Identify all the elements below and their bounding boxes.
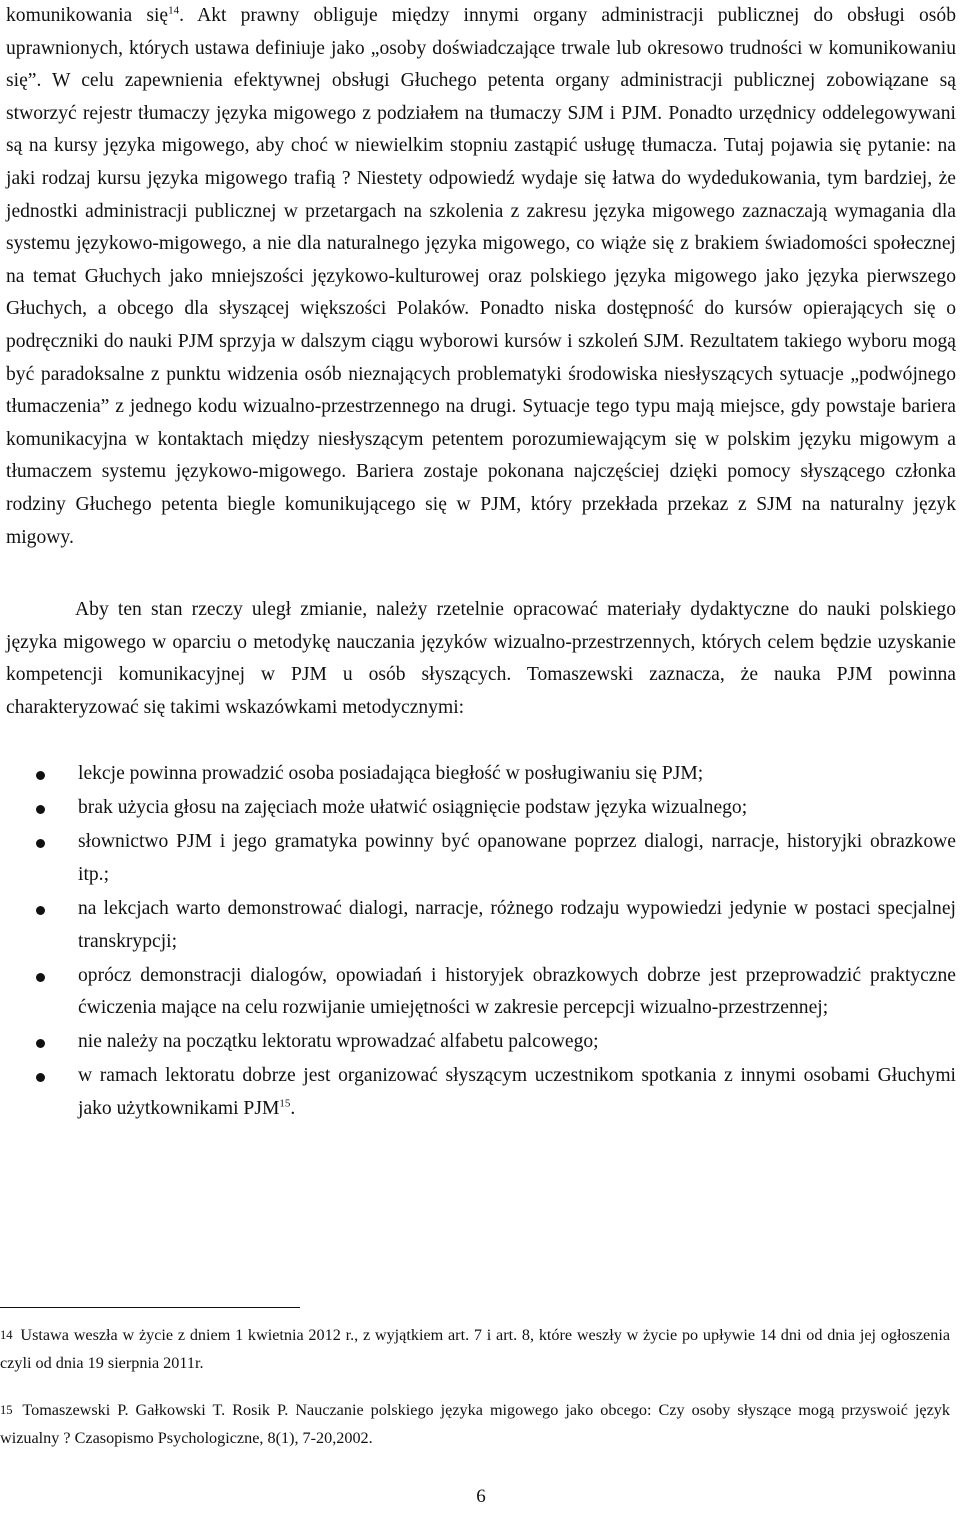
list-item-text: w ramach lektoratu dobrze jest organizować słyszącym uczestnikom spotkania z innymi osobami Głuchymi jako użytkownikami PJM: [78, 1065, 956, 1119]
bullet-icon: [36, 906, 45, 915]
footnote-number: 14: [0, 1328, 13, 1342]
footnotes: [0, 1322, 950, 1472]
list-item-text: brak użycia głosu na zajęciach może ułatwić osiągnięcie podstaw języka wizualnego;: [78, 797, 748, 819]
list-item-text: słownictwo PJM i jego gramatyka powinny być opanowane poprzez dialogi, narracje, historyjki obrazkowe itp.;: [78, 831, 956, 886]
list-item: [6, 1060, 956, 1125]
bullet-icon: [36, 1073, 45, 1082]
footnote-15: [0, 1397, 950, 1452]
list-item: [6, 1026, 956, 1059]
bullet-icon: [36, 973, 45, 982]
list-item: [6, 826, 956, 891]
paragraph-1-rest: . Akt prawny obliguje między innymi organy administracji publicznej do obsługi osób uprawnionych, których ustawa definiuje jako „osoby doświadczające trwale lub okresowo trudności w komunikowaniu się”. W celu zapewnienia efektywnej obsługi Głuchego petenta organy administracji publicznej zobowiązane są stworzyć rejestr tłumaczy języka migowego z podziałem na tłumaczy SJM i PJM. Ponadto urzędnicy oddelegowywani są na kursy języka migowego, aby choć w niewielkim stopniu zastąpić usługę tłumacza. Tutaj pojawia się pytanie: na jaki rodzaj kursu języka migowego trafią ? Niestety odpowiedź wydaje się łatwa do wydedukowania, tym bardziej, że jednostki administracji publicznej w przetargach na szkolenia z zakresu języka migowego zaznaczają wymagania dla systemu językowo-migowego, a nie dla naturalnego języka migowego, co wiąże się z brakiem świadomości społecznej na temat Głuchych jako mniejszości językowo-kulturowej oraz polskiego języka migowego jako języka pierwszego Głuchych, a obcego dla słyszącej większości Polaków. Ponadto niska dostępność do kursów opierających się o podręczniki do nauki PJM sprzyja w dalszym ciągu wyborowi kursów i szkoleń SJM. Rezultatem takiego wyboru mogą być paradoksalne z punktu widzenia osób nieznających problematyki środowiska niesłyszących sytuacje „podwójnego tłumaczenia” z jednego kodu wizualno-przestrzennego na drugi. Sytuacje tego typu mają miejsce, gdy powstaje bariera komunikacyjna w kontaktach między niesłyszącym petentem porozumiewającym się w polskim języku migowym a tłumaczem systemu językowo-migowego. Bariera zostaje pokonana najczęściej dzięki pomocy słyszącego członka rodziny Głuchego petenta biegle komunikującego się w PJM, który przekłada przekaz z SJM na naturalny język migowy.: [6, 5, 956, 548]
list-item: [6, 960, 956, 1025]
list-item-text: oprócz demonstracji dialogów, opowiadań i historyjek obrazkowych dobrze jest przeprowadzić praktyczne ćwiczenia mające na celu rozwijanie umiejętności w zakresie percepcji wizualno-przestrzennej;: [78, 964, 956, 1019]
bullet-icon: [36, 771, 45, 780]
document-page: [6, 0, 956, 1127]
footnote-14: [0, 1322, 950, 1377]
list-item-text: na lekcjach warto demonstrować dialogi, narracje, różnego rodzaju wypowiedzi jedynie w postaci specjalnej transkrypcji;: [78, 898, 956, 952]
footnote-ref-14[interactable]: 14: [168, 4, 180, 17]
list-item: [6, 758, 956, 791]
methodology-list: [6, 758, 956, 1125]
footnote-number: 15: [0, 1403, 13, 1417]
list-item: [6, 792, 956, 825]
paragraph-1-start: komunikowania się: [6, 5, 169, 26]
footnote-text: Tomaszewski P. Gałkowski T. Rosik P. Nauczanie polskiego języka migowego jako obcego: Czy osoby słyszące mogą przyswoić język wizualny ? Czasopismo Psychologiczne, 8(1), 7-20,2002.: [0, 1401, 950, 1447]
bullet-icon: [36, 839, 45, 848]
list-item: [6, 893, 956, 958]
footnote-ref-15[interactable]: 15: [279, 1097, 291, 1110]
list-item-text: lekcje powinna prowadzić osoba posiadająca biegłość w posługiwaniu się PJM;: [78, 763, 704, 785]
body-paragraph-1: [6, 0, 956, 554]
bullet-icon: [36, 805, 45, 814]
footnote-text: Ustawa weszła w życie z dniem 1 kwietnia 2012 r., z wyjątkiem art. 7 i art. 8, które weszły w życie po upływie 14 dni od dnia jej ogłoszenia czyli od dnia 19 sierpnia 2011r.: [0, 1326, 951, 1372]
bullet-icon: [36, 1039, 45, 1048]
body-paragraph-2: Aby ten stan rzeczy uległ zmianie, należy rzetelnie opracować materiały dydaktyczne do nauki polskiego języka migowego w oparciu o metodykę nauczania języków wizualno-przestrzennych, których celem będzie uzyskanie kompetencji komunikacyjnej w PJM u osób słyszących. Tomaszewski zaznacza, że nauka PJM powinna charakteryzować się takimi wskazówkami metodycznymi:: [6, 599, 956, 718]
footnote-separator: [0, 1307, 300, 1308]
page-number: 6: [476, 1486, 486, 1507]
list-item-tail: .: [290, 1097, 296, 1119]
list-item-text: nie należy na początku lektoratu wprowadzać alfabetu palcowego;: [78, 1031, 599, 1053]
